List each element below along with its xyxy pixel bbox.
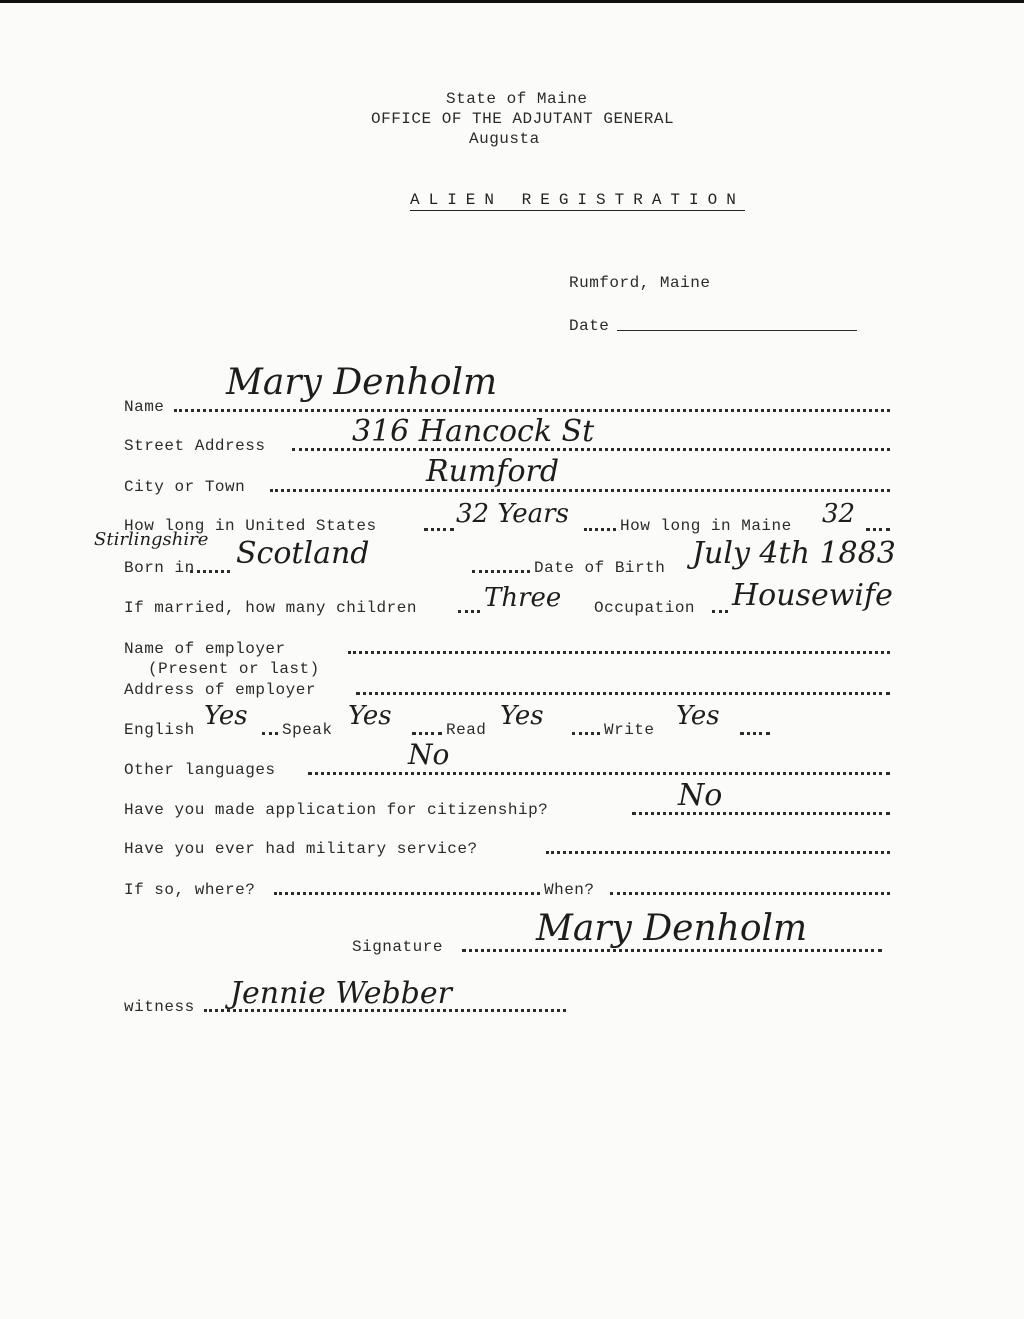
- speak-dots: [412, 732, 442, 735]
- employer-address-label: Address of employer: [124, 681, 316, 699]
- citizenship-value: No: [678, 778, 723, 813]
- speak-value: Yes: [348, 701, 392, 731]
- military-dots: [546, 851, 890, 854]
- occupation-value: Housewife: [732, 578, 893, 613]
- city-heading: Augusta: [469, 130, 540, 148]
- witness-value: Jennie Webber: [230, 976, 452, 1011]
- military-label: Have you ever had military service?: [124, 840, 478, 858]
- dob-label: Date of Birth: [534, 559, 666, 577]
- children-value: Three: [484, 583, 562, 613]
- date-line: [617, 330, 857, 331]
- read-label: Read: [446, 721, 487, 739]
- read-dots: [572, 732, 600, 735]
- date-label: Date: [569, 317, 610, 335]
- speak-label: Speak: [282, 721, 333, 739]
- us-value: 32 Years: [456, 499, 569, 529]
- children-dots: [458, 610, 480, 613]
- city-label: City or Town: [124, 478, 246, 496]
- where-label: If so, where?: [124, 881, 256, 899]
- street-value: 316 Hancock St: [352, 414, 595, 449]
- occupation-dots: [712, 610, 728, 613]
- other-lang-dots: [308, 772, 890, 775]
- employer-label: Name of employer: [124, 640, 286, 658]
- english-dots: [262, 732, 278, 735]
- where-dots: [274, 892, 540, 895]
- english-label: English: [124, 721, 195, 739]
- other-lang-label: Other languages: [124, 761, 276, 779]
- children-label: If married, how many children: [124, 599, 417, 617]
- witness-label: witness: [124, 998, 195, 1016]
- occupation-label: Occupation: [594, 599, 696, 617]
- location-text: Rumford, Maine: [569, 274, 711, 292]
- write-value: Yes: [676, 701, 720, 731]
- us-dots: [424, 528, 454, 531]
- when-dots: [610, 892, 890, 895]
- name-value: Mary Denholm: [226, 362, 498, 403]
- employer-dots: [348, 651, 890, 654]
- write-dots: [740, 732, 770, 735]
- write-label: Write: [604, 721, 655, 739]
- citizenship-label: Have you made application for citizenship?: [124, 801, 549, 819]
- other-lang-value: No: [408, 738, 450, 771]
- signature-label: Signature: [352, 938, 443, 956]
- born-note: Stirlingshire: [94, 529, 209, 550]
- maine-value: 32: [822, 499, 856, 529]
- city-dots: [270, 489, 890, 492]
- us-label: How long in United States: [124, 517, 377, 535]
- when-label: When?: [544, 881, 595, 899]
- name-label: Name: [124, 398, 165, 416]
- street-label: Street Address: [124, 437, 266, 455]
- read-value: Yes: [500, 701, 544, 731]
- english-value: Yes: [204, 701, 248, 731]
- us-dots-2: [584, 528, 616, 531]
- born-value: Scotland: [236, 536, 370, 571]
- maine-label: How long in Maine: [620, 517, 792, 535]
- signature-value: Mary Denholm: [536, 908, 808, 949]
- born-label: Born in: [124, 559, 195, 577]
- state-heading: State of Maine: [446, 90, 588, 108]
- citizenship-dots: [632, 812, 890, 815]
- signature-dots: [462, 949, 882, 952]
- office-heading: OFFICE OF THE ADJUTANT GENERAL: [371, 110, 675, 128]
- born-dots-2: [472, 570, 530, 573]
- employer-note: (Present or last): [148, 660, 320, 678]
- city-value: Rumford: [426, 454, 560, 489]
- name-dots: [174, 409, 890, 412]
- maine-dots: [866, 528, 890, 531]
- dob-value: July 4th 1883: [692, 536, 896, 571]
- form-title: ALIEN REGISTRATION: [410, 191, 745, 209]
- employer-address-dots: [356, 692, 890, 695]
- born-dots: [190, 570, 230, 573]
